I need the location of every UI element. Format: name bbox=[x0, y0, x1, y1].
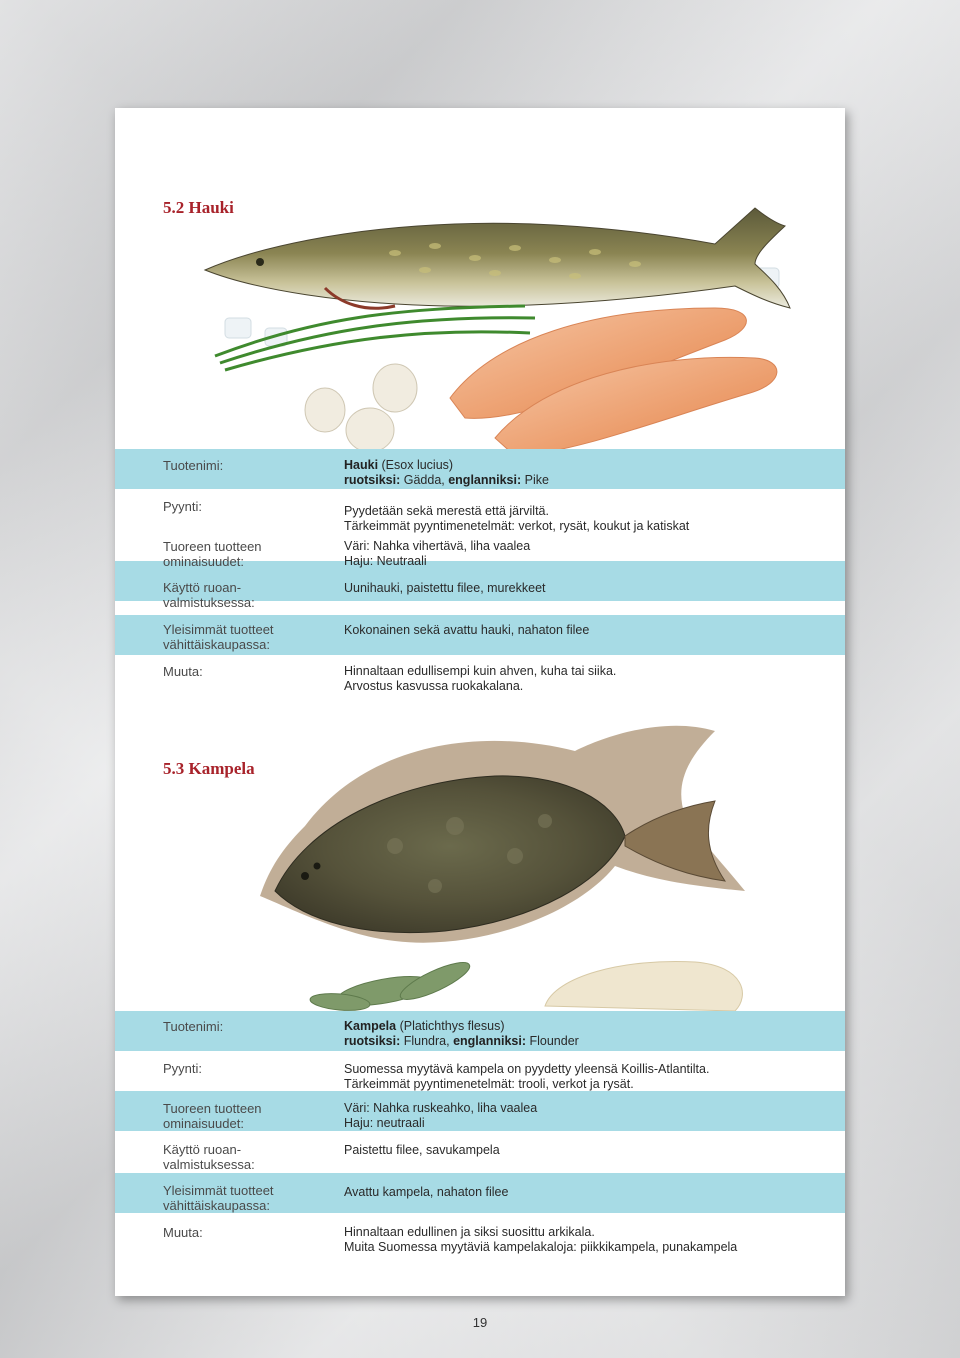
product-name-kampela: Kampela bbox=[344, 1019, 397, 1033]
pyynti-kampela-line-1: Suomessa myytävä kampela on pyydetty yleensä Koillis-Atlantilta. bbox=[344, 1062, 710, 1076]
muuta-kampela-line-2: Muita Suomessa myytäviä kampelakaloja: piikkikampela, punakampela bbox=[344, 1240, 738, 1254]
product-name: Hauki bbox=[344, 458, 379, 472]
value-kaytto-kampela: Paistettu filee, savukampela bbox=[344, 1143, 500, 1157]
section-title-kampela: 5.3 Kampela bbox=[163, 759, 255, 778]
label-ominaisuudet-kampela-line-2: ominaisuudet: bbox=[163, 1116, 244, 1131]
swedish-name: Gädda, bbox=[400, 473, 449, 487]
label-kaytto-line-1: Käyttö ruoan- bbox=[163, 580, 242, 595]
value-muuta bbox=[334, 664, 822, 694]
value-tuotenimi bbox=[334, 458, 822, 488]
value-kaytto: Uunihauki, paistettu filee, murekkeet bbox=[344, 581, 546, 595]
label-tuotteet-kampela-line-2: vähittäiskaupassa: bbox=[163, 1198, 270, 1213]
value-tuotteet: Kokonainen sekä avattu hauki, nahaton filee bbox=[344, 623, 590, 637]
label-ominaisuudet bbox=[163, 539, 333, 569]
label-kaytto bbox=[163, 580, 333, 610]
english-name-kampela: Flounder bbox=[526, 1034, 579, 1048]
flounder-photo bbox=[245, 706, 755, 1016]
ominaisuudet-kampela-line-1: Väri: Nahka ruskeahko, liha vaalea bbox=[344, 1101, 538, 1115]
ominaisuudet-kampela-line-2: Haju: neutraali bbox=[344, 1116, 425, 1130]
label-kaytto-line-2: valmistuksessa: bbox=[163, 595, 255, 610]
label-pyynti: Pyynti: bbox=[163, 499, 203, 514]
section-title-hauki: 5.2 Hauki bbox=[163, 198, 234, 217]
latin-name: (Esox lucius) bbox=[378, 458, 454, 472]
english-label-kampela: englanniksi: bbox=[453, 1034, 527, 1048]
label-tuotteet-line-2: vähittäiskaupassa: bbox=[163, 637, 270, 652]
pyynti-line-1: Pyydetään sekä merestä että järviltä. bbox=[344, 504, 549, 518]
latin-name-kampela: (Platichthys flesus) bbox=[396, 1019, 505, 1033]
label-kaytto-kampela-line-1: Käyttö ruoan- bbox=[163, 1142, 242, 1157]
value-ominaisuudet bbox=[334, 539, 822, 569]
muuta-line-1: Hinnaltaan edullisempi kuin ahven, kuha tai siika. bbox=[344, 664, 617, 678]
value-tuotteet-kampela: Avattu kampela, nahaton filee bbox=[344, 1185, 509, 1199]
value-pyynti-kampela bbox=[334, 1062, 822, 1092]
label-tuotenimi-kampela: Tuotenimi: bbox=[163, 1019, 224, 1034]
english-name: Pike bbox=[521, 473, 549, 487]
pyynti-line-2: Tärkeimmät pyyntimenetelmät: verkot, rysät, koukut ja katiskat bbox=[344, 519, 690, 533]
value-ominaisuudet-kampela bbox=[334, 1101, 822, 1131]
label-muuta: Muuta: bbox=[163, 664, 203, 679]
label-pyynti-kampela: Pyynti: bbox=[163, 1061, 203, 1076]
pyynti-kampela-line-2: Tärkeimmät pyyntimenetelmät: trooli, verkot ja rysät. bbox=[344, 1077, 634, 1091]
value-tuotenimi-kampela bbox=[334, 1019, 822, 1049]
muuta-kampela-line-1: Hinnaltaan edullinen ja siksi suosittu arkikala. bbox=[344, 1225, 595, 1239]
label-tuotenimi: Tuotenimi: bbox=[163, 458, 224, 473]
label-tuotteet-kampela bbox=[163, 1183, 333, 1213]
label-ominaisuudet-kampela-line-1: Tuoreen tuotteen bbox=[163, 1101, 262, 1116]
swedish-label: ruotsiksi: bbox=[344, 473, 401, 487]
ominaisuudet-line-2: Haju: Neutraali bbox=[344, 554, 427, 568]
label-tuotteet-kampela-line-1: Yleisimmät tuotteet bbox=[163, 1183, 274, 1198]
page-number: 19 bbox=[472, 1315, 488, 1330]
label-kaytto-kampela-line-2: valmistuksessa: bbox=[163, 1157, 255, 1172]
label-ominaisuudet-line-2: ominaisuudet: bbox=[163, 554, 244, 569]
value-muuta-kampela bbox=[334, 1225, 822, 1255]
pike-photo bbox=[195, 178, 795, 458]
swedish-label-kampela: ruotsiksi: bbox=[344, 1034, 401, 1048]
label-tuotteet-line-1: Yleisimmät tuotteet bbox=[163, 622, 274, 637]
muuta-line-2: Arvostus kasvussa ruokakalana. bbox=[344, 679, 524, 693]
ominaisuudet-line-1: Väri: Nahka vihertävä, liha vaalea bbox=[344, 539, 531, 553]
value-pyynti bbox=[334, 504, 822, 534]
english-label: englanniksi: bbox=[448, 473, 522, 487]
document-page bbox=[115, 108, 845, 1330]
label-muuta-kampela: Muuta: bbox=[163, 1225, 203, 1240]
label-kaytto-kampela bbox=[163, 1142, 333, 1172]
label-ominaisuudet-kampela bbox=[163, 1101, 333, 1131]
swedish-name-kampela: Flundra, bbox=[400, 1034, 454, 1048]
label-tuotteet bbox=[163, 622, 333, 652]
label-ominaisuudet-line-1: Tuoreen tuotteen bbox=[163, 539, 262, 554]
